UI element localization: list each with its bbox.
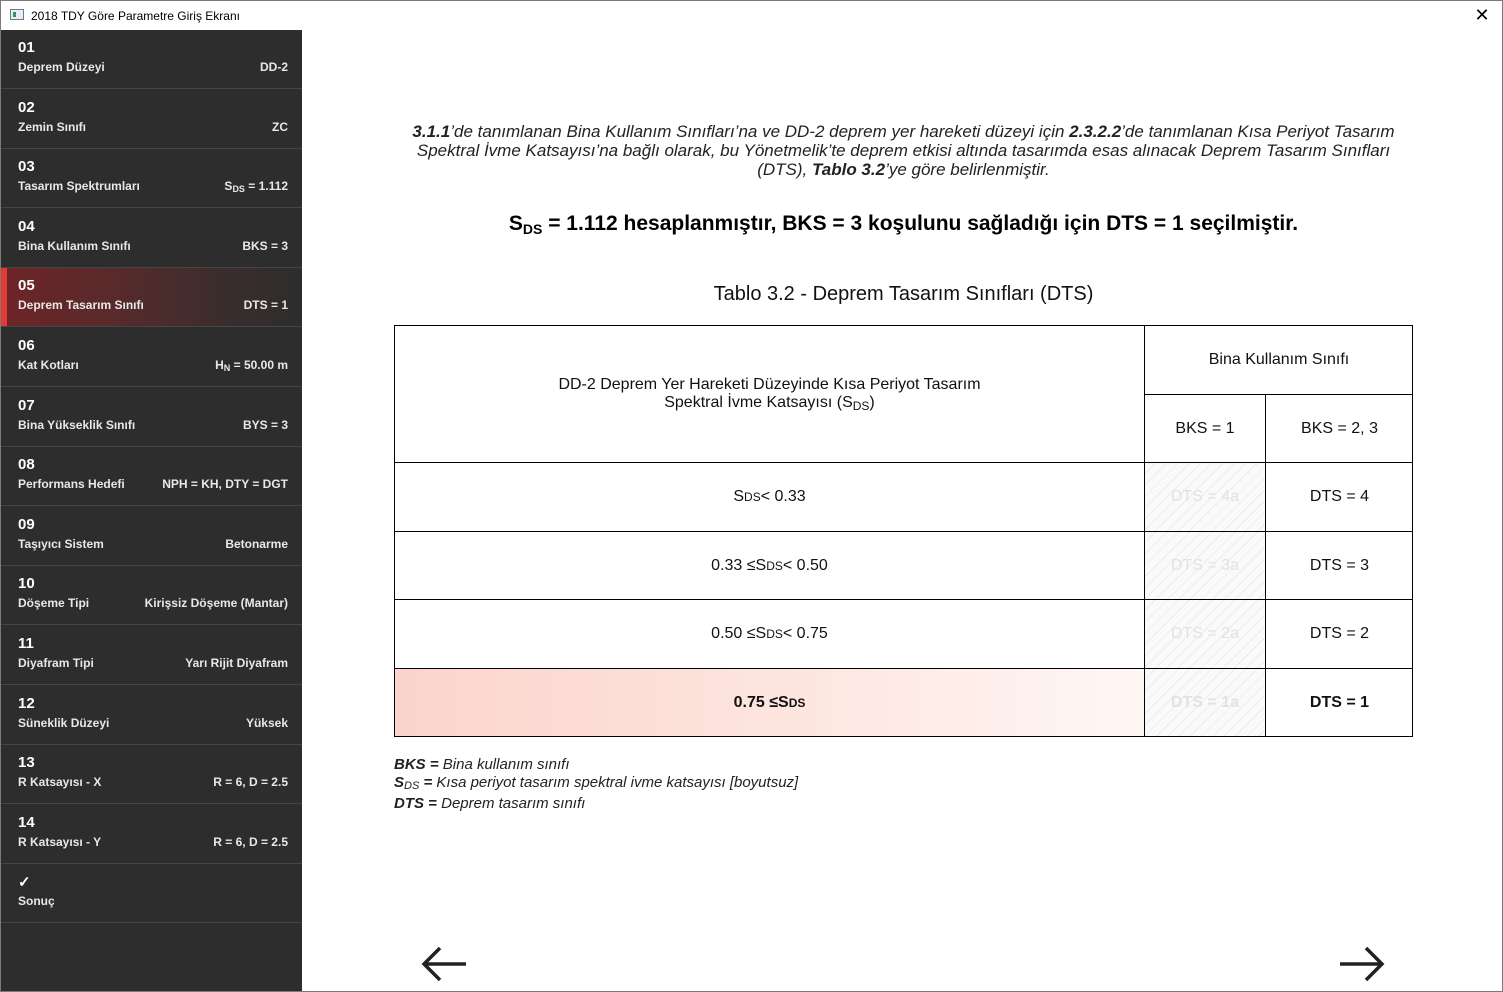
step-number: 01 [18,39,35,56]
title-bar [1,1,1502,30]
step-value: Yarı Rijit Diyafram [185,656,288,670]
table-title: Tablo 3.2 - Deprem Tasarım Sınıfları (DTS) [713,283,1094,305]
step-number: 08 [18,456,35,473]
step-value: $S_{DS} = 1.112$ [224,179,288,194]
step-value: BKS = 3 [242,239,288,253]
step-label: Deprem Tasarım Sınıfı [18,298,144,312]
close-icon[interactable]: ✕ [1474,5,1490,25]
checkmark-icon: ✓ [18,874,31,891]
step-label: Diyafram Tipi [18,656,94,670]
step-label: Sonuç [18,894,55,908]
step-value: DD-2 [259,60,288,74]
step-number: 03 [18,158,35,175]
legend-sds: $S_{DS}$ = Kısa periyot tasarım spektral ivme katsayısı [boyutsuz] [394,774,799,792]
step-value: Kirişsiz Döşeme (Mantar) [144,596,288,610]
step-sonuc[interactable] [1,864,302,923]
step-doseme-tipi[interactable] [1,566,302,625]
step-label: Bina Yükseklik Sınıfı [18,418,136,432]
step-label: Performans Hedefi [18,477,125,491]
table-cell-bks1: DTS = 3a [1145,532,1266,600]
table-row-condition: S DS < 0.33 [395,463,1145,532]
step-value: ZC [272,120,288,134]
table-header-bks1: BKS = 1 [1145,395,1266,463]
step-label: Bina Kullanım Sınıfı [18,239,131,253]
step-label: Zemin Sınıfı [18,120,87,134]
step-number: 02 [18,99,35,116]
table-header-bks23: BKS = 2, 3 [1266,395,1413,463]
step-tasiyici-sistem[interactable] [1,507,302,566]
step-bina-kullanim-sinifi[interactable] [1,209,302,268]
table-cell-bks1: DTS = 4a [1145,463,1266,532]
step-suneklik-duzeyi[interactable] [1,686,302,745]
table-cell-bks23: DTS = 2 [1266,600,1413,669]
table-cell-bks23: DTS = 3 [1266,532,1413,600]
step-number: 13 [18,754,35,771]
step-number: 06 [18,337,35,354]
step-label: Süneklik Düzeyi [18,716,110,730]
step-value: Betonarme [225,537,288,551]
step-number: 10 [18,575,35,592]
step-label: Tasarım Spektrumları [18,179,140,193]
window-title: 2018 TDY Göre Parametre Giriş Ekranı [31,9,240,23]
step-number: 12 [18,695,35,712]
main-content [303,30,1502,991]
step-diyafram-tipi[interactable] [1,626,302,685]
step-value: NPH = KH, DTY = DGT [162,477,288,491]
step-value: Yüksek [245,716,288,730]
step-value: R = 6, D = 2.5 [213,775,288,789]
wizard-sidebar [1,30,302,991]
step-number: 04 [18,218,35,235]
step-r-katsayisi-y[interactable] [1,805,302,864]
step-tasarim-spektrumlari[interactable] [1,149,302,208]
step-value: R = 6, D = 2.5 [213,835,288,849]
table-cell-bks1: DTS = 2a [1145,600,1266,669]
table-row-condition: 0.33 ≤ S DS < 0.50 [395,532,1145,600]
step-kat-kotlari[interactable] [1,328,302,387]
step-bina-yukseklik-sinifi[interactable] [1,388,302,447]
step-number: 05 [18,277,35,294]
step-performans-hedefi[interactable] [1,447,302,506]
table-row-condition: 0.50 ≤ S DS < 0.75 [395,600,1145,669]
legend-bks: BKS = Bina kullanım sınıfı [394,756,570,773]
step-label: Kat Kotları [18,358,79,372]
table-cell-bks23: DTS = 4 [1266,463,1413,532]
step-label: Döşeme Tipi [18,596,90,610]
step-label: Deprem Düzeyi [18,60,105,74]
app-icon [10,9,24,20]
step-number: 14 [18,814,35,831]
arrow-left-icon[interactable] [420,942,470,986]
step-value: $H_N = 50.00$ m [215,358,288,373]
table-cell-selected: DTS = 1 [1309,693,1370,711]
table-header-sds: DD-2 Deprem Yer Hareketi Düzeyinde Kısa Periyot Tasarım Spektral İvme Katsayısı $(S_{DS})$ [395,326,1145,463]
step-number: 11 [18,635,34,652]
table-row-condition-selected: 0.75 ≤ S DS [395,669,1145,736]
table-header-bks-group: Bina Kullanım Sınıfı [1145,326,1413,395]
step-deprem-duzeyi[interactable] [1,30,302,89]
dts-table [394,325,1413,737]
legend-dts: DTS = Deprem tasarım sınıfı [394,795,586,812]
step-deprem-tasarim-sinifi[interactable] [1,268,302,327]
step-zemin-sinifi[interactable] [1,90,302,149]
step-label: R Katsayısı - X [18,775,102,789]
arrow-right-icon[interactable] [1336,942,1386,986]
step-label: R Katsayısı - Y [18,835,102,849]
step-value: BYS = 3 [242,418,288,432]
step-number: 07 [18,397,35,414]
step-label: Taşıyıcı Sistem [18,537,104,551]
table-legend [394,756,798,813]
result-statement: $S_{DS} = 1.112$ hesaplanmıştır, BKS = 3 koşulunu sağladığı için DTS = 1 seçilmiştir. [508,212,1299,237]
step-r-katsayisi-x[interactable] [1,745,302,804]
intro-paragraph: 3.1.1’de tanımlanan Bina Kullanım Sınıfları’na ve DD-2 deprem yer hareketi düzeyi için 2.3.2.2’de tanımlanan Kısa Periyot Tasarım Spektral İvme Katsayısı’na bağlı olarak, bu Yönetmelik’te deprem etkisi altında tasarımda esas alınacak Deprem Tasarım Sınıfları (DTS), Tablo 3.2’ye göre belirlenmiştir. [412,122,1395,179]
table-cell-bks1: DTS = 1a [1145,669,1266,736]
step-number: 09 [18,516,35,533]
step-value: DTS = 1 [243,298,288,312]
